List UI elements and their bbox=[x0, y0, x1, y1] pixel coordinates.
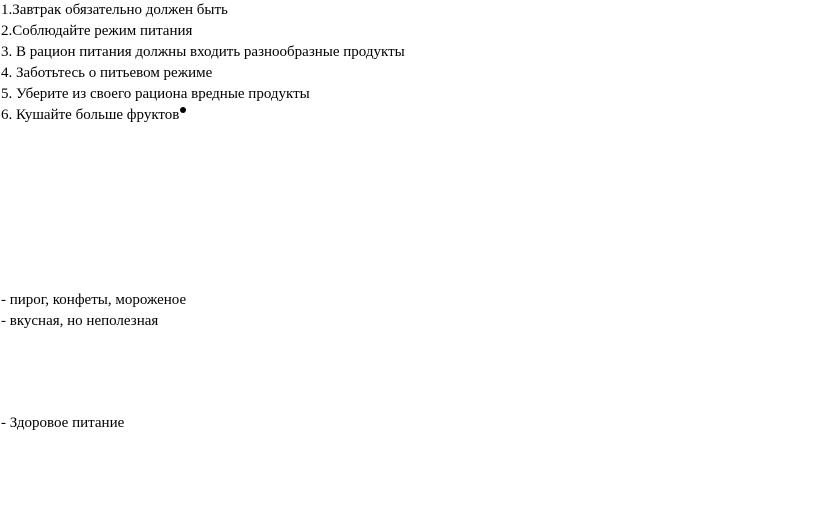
bullet-dot-icon bbox=[180, 107, 186, 113]
tip-2: 2.Соблюдайте режим питания bbox=[1, 23, 193, 39]
tip-1: 1.Завтрак обязательно должен быть bbox=[1, 2, 228, 18]
footer-text: - Здоровое питание bbox=[1, 415, 125, 431]
tip-3: 3. В рацион питания должны входить разнообразные продукты bbox=[1, 44, 405, 60]
note-1: - пирог, конфеты, мороженое bbox=[1, 292, 187, 308]
tip-5: 5. Уберите из своего рациона вредные продукты bbox=[1, 86, 310, 102]
note-2: - вкусная, но неполезная bbox=[1, 313, 159, 329]
tip-6-row bbox=[1, 105, 186, 125]
tip-4: 4. Заботьтесь о питьевом режиме bbox=[1, 65, 213, 81]
tip-6: 6. Кушайте больше фруктов bbox=[1, 107, 180, 123]
